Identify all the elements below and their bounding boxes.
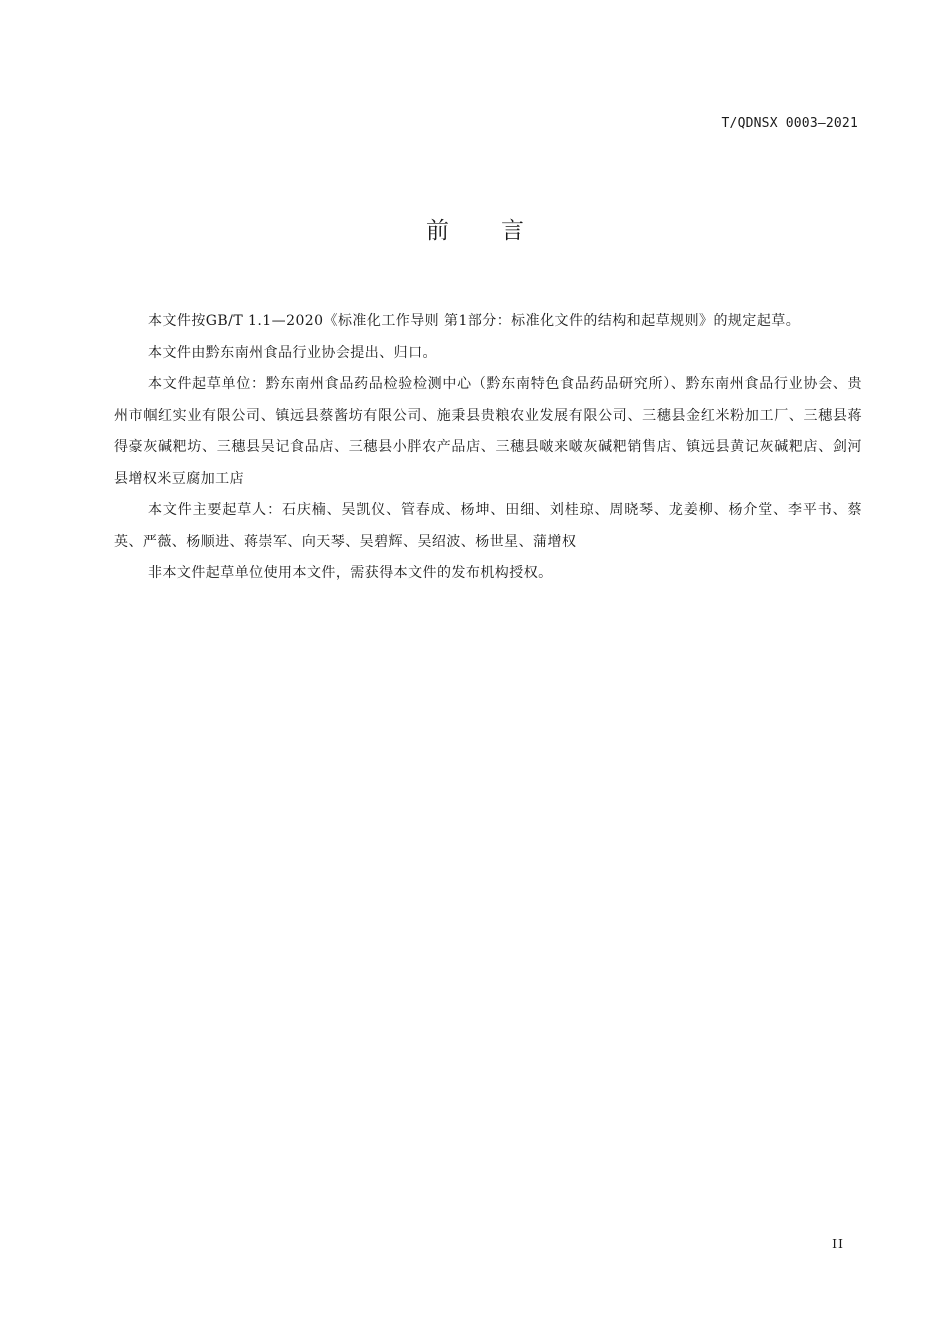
- paragraph-drafting-units: 本文件起草单位：黔东南州食品药品检验检测中心（黔东南特色食品药品研究所）、黔东南州食品行业协会、贵州市帼红实业有限公司、镇远县蔡酱坊有限公司、施秉县贵粮农业发展有限公司、三穗县金红米粉加工厂、三穗县蒋得豪灰碱粑坊、三穗县吴记食品店、三穗县小胖农产品店、三穗县啵来啵灰碱粑销售店、镇远县黄记灰碱粑店、剑河县增权米豆腐加工店: [114, 376, 862, 487]
- paragraph-drafting-rules: 本文件按GB/T 1.1—2020《标准化工作导则 第1部分：标准化文件的结构和起草规则》的规定起草。: [148, 313, 801, 329]
- title-char-1: 前: [426, 218, 449, 244]
- foreword-body: [114, 306, 862, 590]
- page-title: [0, 212, 950, 245]
- title-char-2: 言: [501, 218, 524, 244]
- paragraph-drafters: 本文件主要起草人：石庆楠、吴凯仪、管春成、杨坤、田细、刘桂琼、周晓琴、龙姜柳、杨介堂、李平书、蔡英、严薇、杨顺进、蒋崇军、向天琴、吴碧辉、吴绍波、杨世星、蒲增权: [114, 502, 862, 550]
- document-code: T/QDNSX 0003—2021: [721, 116, 858, 131]
- paragraph-proposer: 本文件由黔东南州食品行业协会提出、归口。: [148, 344, 437, 361]
- paragraph-authorization: 非本文件起草单位使用本文件，需获得本文件的发布机构授权。: [148, 565, 553, 581]
- page-number: II: [832, 1236, 844, 1251]
